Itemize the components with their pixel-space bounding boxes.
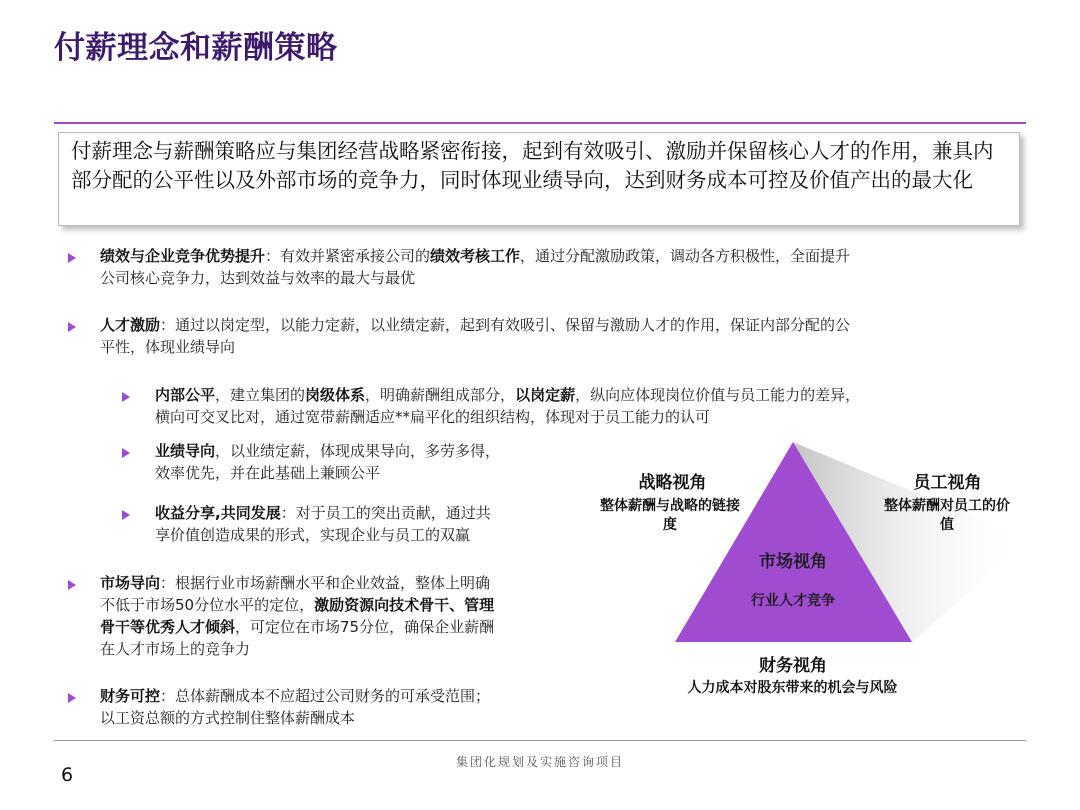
bullet-talent-incentive [100, 314, 1020, 358]
finance-perspective-desc: 人力成本对股东带来的机会与风险 [687, 680, 898, 696]
bullet-heading: 内部公平 [155, 386, 216, 404]
market-perspective-title: 市场视角 [759, 552, 827, 572]
bullet-text: 公司核心竞争力，达到效益与效率的最大与最优 [100, 269, 416, 287]
bullet-text: ：对于员工的突出贡献，通过共 [280, 504, 491, 522]
bullet-text: 享价值创造成果的形式，实现企业与员工的双赢 [155, 526, 471, 544]
bullet-emphasis: 激励资源向技术骨干、管理 [314, 596, 495, 614]
bullet-emphasis: 骨干等优秀人才倾斜 [100, 618, 236, 636]
bullet-marker-icon [68, 580, 76, 590]
bullet-emphasis: 以岗定薪 [515, 386, 576, 404]
sub-bullet-marker-icon [122, 510, 130, 520]
bullet-text: ：有效并紧密承接公司的 [265, 247, 431, 265]
bullet-text: 在人才市场上的竞争力 [100, 640, 251, 658]
bullet-text: ，纵向应体现岗位价值与员工能力的差异， [575, 386, 861, 404]
bullet-text: ，可定位在市场75分位，确保企业薪酬 [235, 618, 495, 636]
bullet-market-orientation [100, 572, 590, 660]
sub-bullet-performance-orientation [155, 440, 585, 484]
employee-perspective-desc: 整体薪酬对员工的价值 [884, 498, 1010, 533]
bullet-text: ，通过分配激励政策，调动各方积极性，全面提升 [520, 247, 851, 265]
bullet-text: 以工资总额的方式控制住整体薪酬成本 [100, 709, 356, 727]
summary-box: 付薪理念与薪酬策略应与集团经营战略紧密衔接，起到有效吸引、激励并保留核心人才的作用，兼具内部分配的公平性以及外部市场的竞争力，同时体现业绩导向，达到财务成本可控及价值产出的最大化 [58, 132, 1020, 226]
bullet-heading: 市场导向 [100, 574, 161, 592]
bullet-marker-icon [68, 322, 76, 332]
strategy-perspective-title: 战略视角 [638, 473, 707, 493]
bullet-text: 平性，体现业绩导向 [100, 338, 236, 356]
bullet-heading: 绩效与企业竞争优势提升 [100, 247, 266, 265]
sub-bullet-internal-equity [155, 384, 1025, 428]
bullet-text: 横向可交叉比对，通过宽带薪酬适应**扁平化的组织结构，体现对于员工能力的认可 [155, 408, 711, 426]
bullet-emphasis: 绩效考核工作 [430, 247, 521, 265]
bullet-text: ，建立集团的 [215, 386, 306, 404]
page-title: 付薪理念和薪酬策略 [54, 30, 338, 66]
bullet-text: ：通过以岗定型，以能力定薪，以业绩定薪，起到有效吸引、保留与激励人才的作用，保证内部分配的公 [160, 316, 851, 334]
employee-perspective-title: 员工视角 [913, 473, 982, 493]
bullet-heading: 收益分享,共同发展 [155, 504, 281, 522]
sub-bullet-marker-icon [122, 448, 130, 458]
market-perspective-desc: 行业人才竞争 [751, 593, 835, 609]
bullet-heading: 人才激励 [100, 316, 161, 334]
footer-text: 集团化规划及实施咨询项目 [455, 755, 624, 769]
bullet-text: ，明确薪酬组成部分， [365, 386, 516, 404]
bullet-performance [100, 245, 1020, 289]
bullet-emphasis: 岗级体系 [305, 386, 366, 404]
bullet-text: ：根据行业市场薪酬水平和企业效益，整体上明确 [160, 574, 491, 592]
bullet-text: ：总体薪酬成本不应超过公司财务的可承受范围； [160, 687, 491, 705]
page-number: 6 [61, 764, 74, 786]
bullet-marker-icon [68, 253, 76, 263]
bullet-text: 效率优先，并在此基础上兼顾公平 [155, 464, 381, 482]
finance-perspective-title: 财务视角 [759, 656, 827, 676]
footer-divider [54, 740, 1026, 741]
bullet-heading: 业绩导向 [155, 442, 216, 460]
sub-bullet-profit-sharing [155, 502, 585, 546]
bullet-financial-control [100, 685, 590, 729]
bullet-marker-icon [68, 693, 76, 703]
title-divider [54, 122, 1026, 124]
bullet-text: ，以业绩定薪，体现成果导向，多劳多得， [215, 442, 501, 460]
bullet-heading: 财务可控 [100, 687, 161, 705]
sub-bullet-marker-icon [122, 392, 130, 402]
strategy-perspective-desc: 整体薪酬与战略的链接度 [600, 498, 740, 533]
perspective-diagram [600, 440, 1040, 710]
bullet-text: 不低于市场50分位水平的定位， [100, 596, 315, 614]
